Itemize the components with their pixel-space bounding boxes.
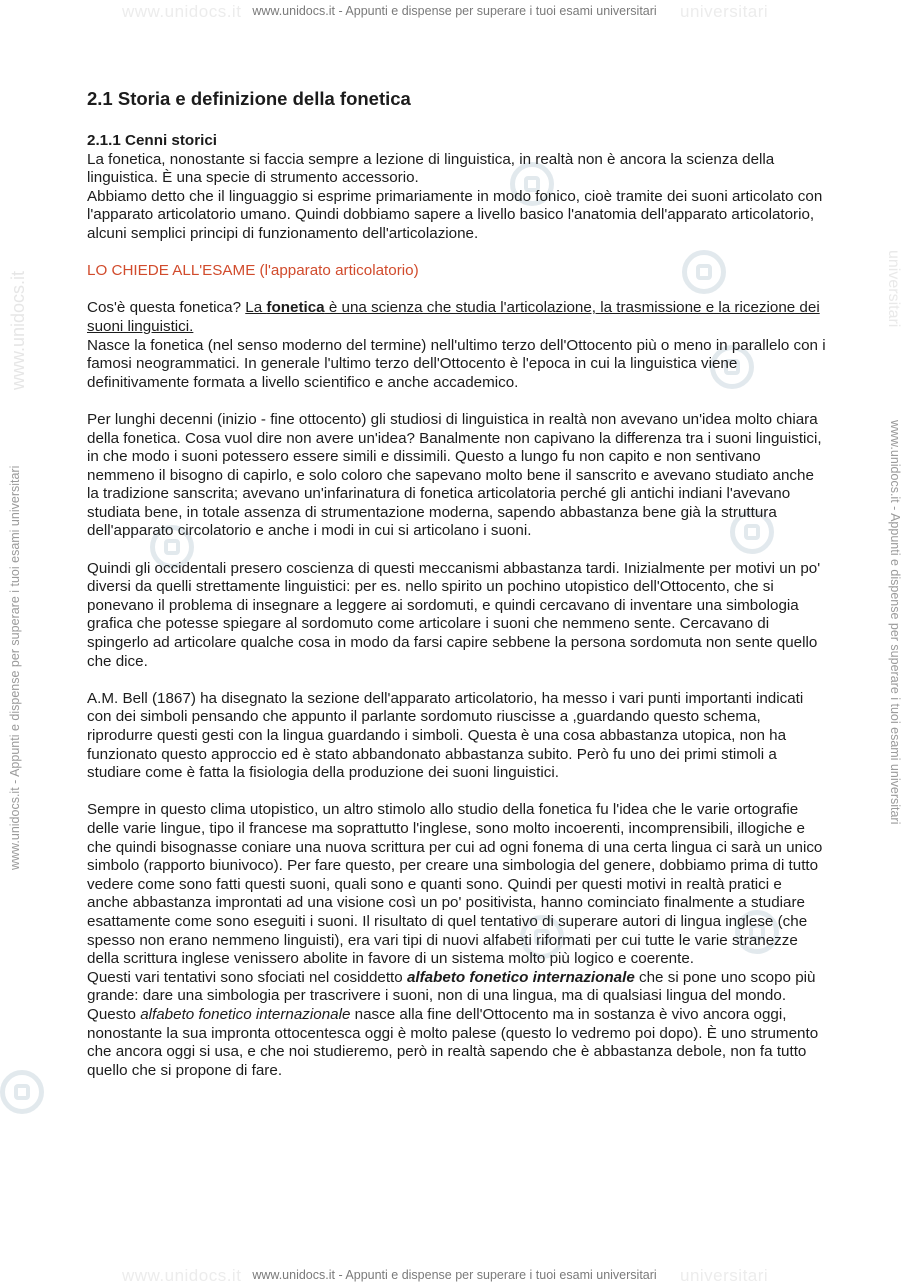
ipa-origin-rest: che si pone uno scopo più grande: dare una simbologia per trascrivere i suoni, non di una lingua, ma di qualsiasi lingua del mondo. (87, 968, 816, 1005)
ipa-today-rest: nasce alla fine dell'Ottocento ma in sostanza è vivo ancora oggi, nonostante la sua impronta ottocentesca oggi è molto palese (questo lo vedremo poi dopo). È uno strumento che ancora oggi si usa, e che noi studieremo, però in realtà sapendo che è abbastanza debole, non fa tutto quello che si propone di fare. (87, 1005, 819, 1079)
definition-rest: Nasce la fonetica (nel senso moderno del termine) nell'ultimo terzo dell'Ottocento più o meno in parallelo con i famosi neogrammatici. In generale l'ultimo terzo dell'Ottocento è l'epoca in cui la linguistica viene definitivamente formata a livello scientifico e anche accademico. (87, 336, 826, 391)
definition-question: Cos'è questa fonetica? (87, 299, 246, 317)
definition-lead: La (245, 299, 267, 317)
watermark-ghost-brand-top: www.unidocs.it (122, 2, 242, 21)
watermark-footer: www.unidocs.it - Appunti e dispense per superare i tuoi esami universitari (252, 1268, 657, 1282)
paragraph-decades: Per lunghi decenni (inizio - fine ottocento) gli studiosi di linguistica in realtà non avevano un'idea molto chiara della fonetica. Cosa vuol dire non avere un'idea? Banalmente non capivano la differenza tra i suoni linguistici, in che modo i suoni potessero essere simili e dissimili. Questo a lungo fu non capito e non sentivano nemmeno il bisogno di capirlo, e solo coloro che sapevano molto bene il sanscrito e avevano studiato anche la tradizione sanscrita; avevano un'infarinatura di fonetica articolatoria perché gli antichi indiani l'avevano studiata bene, in totale assenza di strumentazione moderna, sapendo abbastanza bene già la struttura dell'apparato circolatorio e anche i modi in cui si articolano i suoni. (87, 410, 822, 540)
ipa-term-bold: alfabeto fonetico internazionale (406, 968, 635, 986)
paragraph-definition (87, 299, 827, 392)
unidocs-logo-icon (0, 1070, 44, 1114)
ipa-origin-lead: Questi vari tentativi sono sfociati nel cosiddetto (87, 968, 407, 986)
ipa-today-lead: Questo (87, 1005, 141, 1023)
paragraph-bell: A.M. Bell (1867) ha disegnato la sezione dell'apparato articolatorio, ha messo i vari punti importanti indicati con dei simboli pensando che appunto il parlante sordomuto riuscisse a ,guardando questo schema, riprodurre questi gesti con la lingua guardando i simboli. Questa è una cosa abbastanza utopica, non ha funzionato questo approccio ed è stato abbandonato abbastanza subito. Però fu uno dei primi stimoli a studiare come è fatta la fisiologia della produzione dei suoni linguistici. (87, 689, 804, 782)
watermark-ghost-brand-bottom: www.unidocs.it (122, 1266, 242, 1285)
exam-note: LO CHIEDE ALL'ESAME (l'apparato articolatorio) (87, 262, 419, 280)
paragraph-utopistic: Sempre in questo clima utopistico, un altro stimolo allo studio della fonetica fu l'idea che le varie ortografie delle varie lingue, tipo il francese ma soprattutto l'inglese, sono molto incoerenti, incomprensibili, illogiche e che quindi bisognasse coniare una nuova scrittura per cui ad ogni fonema di una certa lingua ci sarà un unico simbolo (rapporto biunivoco). Per fare questo, per creare una simbologia del genere, dobbiamo prima di tutto vedere come sono fatti questi suoni, quali sono e quanti sono. Quindi per questi motivi in realtà pratici e anche abbastanza improntati ad una visione così un po' positivista, hanno cominciato finalmente a studiare esattamente come sono eseguiti i suoni. Il risultato di quel tentativo di superare autori di lingua inglese (che spesso non erano nemmeno linguisti), era vari tipi di nuovi alfabeti riformati per cui tutte le varie stranezze della scrittura inglese venissero abolite in favore di un sistema molto più logico e coerente. (87, 801, 823, 968)
definition-text: è una scienza che studia l'articolazione, la trasmissione e la ricezione dei suoni linguistici. (87, 299, 820, 335)
definition-term: fonetica (266, 299, 325, 317)
subsection-title: 2.1.1 Cenni storici (87, 132, 217, 149)
watermark-side-left: www.unidocs.it - Appunti e dispense per superare i tuoi esami universitari (8, 465, 22, 870)
paragraph-ipa-today (87, 1006, 827, 1080)
watermark-ghost-tail-bottom: universitari (680, 1266, 769, 1285)
document-body (87, 88, 827, 1080)
watermark-ghost-right: universitari (885, 250, 902, 328)
watermark-side-right: www.unidocs.it - Appunti e dispense per superare i tuoi esami universitari (888, 420, 902, 825)
watermark-ghost-tail-top: universitari (680, 2, 769, 21)
ipa-term-italic: alfabeto fonetico internazionale (140, 1005, 351, 1023)
paragraph-occidentals: Quindi gli occidentali presero coscienza di questi meccanismi abbastanza tardi. Inizialmente per motivi un po' diversi da quelli strettamente linguistici: per es. nello spirito un pochino utopistico dell'Ottocento, che si ponevano il problema di insegnare a leggere ai sordomuti, e quindi cercavano di inventare una simbologia grafica che potesse spiegare al sordomuto come articolare i suoni che nemmeno sente. Cercavano di spingerlo ad articolare qualche cosa in modo da farsi capire sebbene la persona sordomuta non sente quello che dice. (87, 559, 821, 670)
watermark-ghost-left: www.unidocs.it (8, 270, 28, 390)
watermark-header: www.unidocs.it - Appunti e dispense per superare i tuoi esami universitari (252, 4, 657, 18)
paragraph-intro: La fonetica, nonostante si faccia sempre a lezione di linguistica, in realtà non è ancora la scienza della linguistica. È una specie di strumento accessorio. (87, 150, 775, 187)
section-title: 2.1 Storia e definizione della fonetica (87, 88, 411, 109)
paragraph-ipa-origin (87, 969, 827, 1006)
paragraph-intro-2: Abbiamo detto che il linguaggio si esprime primariamente in modo fonico, cioè tramite dei suoni articolato con l'apparato articolatorio umano. Quindi dobbiamo sapere a livello basico l'anatomia dell'apparato articolatorio, alcuni semplici principi di funzionamento dell'articolazione. (87, 187, 823, 242)
